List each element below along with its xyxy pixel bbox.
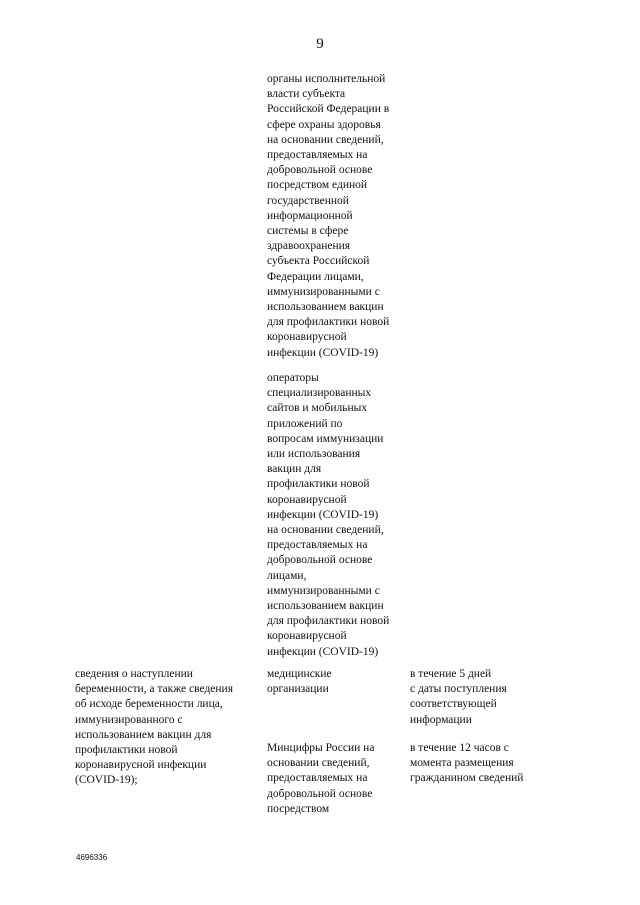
info-type-pregnancy: сведения о наступлении беременности, а также сведения об исходе беременности лица, иммунизированного с использованием вакцин для профилактики новой коронавирусной инфекции (COVID-19);: [75, 668, 234, 787]
responsible-medical-organizations: медицинские организации: [267, 668, 332, 696]
page-number: 9: [316, 36, 324, 52]
deadline-5-days: в течение 5 дней с даты поступления соответствующей информации: [410, 668, 507, 726]
responsible-regional-authorities: органы исполнительной власти субъекта Российской Федерации в сфере охраны здоровья на основании сведений, предоставляемых на добровольной основе посредством единой государственной информационной системы в сфере здравоохранения субъекта Российской Федерации лицами, иммунизированными с использованием вакцин для профилактики новой коронавирусной инфекции (COVID-19): [267, 73, 390, 359]
deadline-12-hours: в течение 12 часов с момента размещения гражданином сведений: [410, 742, 524, 785]
responsible-mintsifry: Минцифры России на основании сведений, предоставляемых на добровольной основе посредством: [267, 742, 375, 815]
responsible-site-operators: операторы специализированных сайтов и мобильных приложений по вопросам иммунизации или использования вакцин для профилактики новой коронавирусной инфекции (COVID-19) на основании сведений, предоставляемых на добровольной основе лицами, иммунизированными с использованием вакцин для профилактики новой коронавирусной инфекции (COVID-19): [267, 372, 390, 658]
document-id: 4696336: [76, 853, 108, 862]
